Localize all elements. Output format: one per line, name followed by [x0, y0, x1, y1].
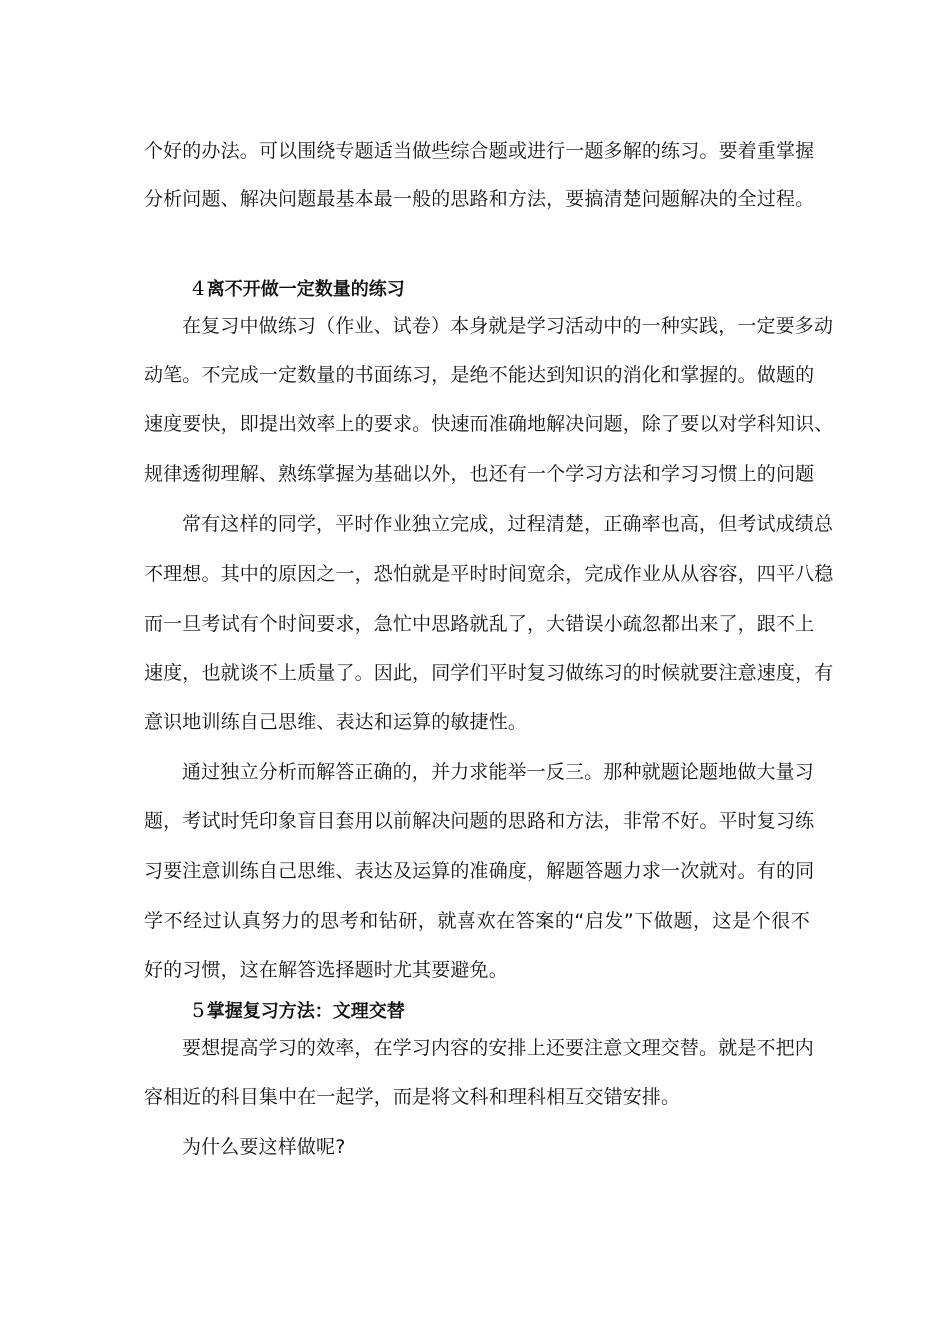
paragraph-line: 习要注意训练自己思维、表达及运算的准确度，解题答题力求一次就对。有的同 — [144, 860, 815, 882]
paragraph-line: 速度，也就谈不上质量了。因此，同学们平时复习做练习的时候就要注意速度，有 — [144, 662, 834, 684]
paragraph-line: 题，考试时凭印象盲目套用以前解决问题的思路和方法，非常不好。平时复习练 — [144, 810, 815, 832]
paragraph-line: 而一旦考试有个时间要求，急忙中思路就乱了，大错误小疏忽都出来了，跟不上 — [144, 613, 815, 635]
section-number: 4 — [192, 276, 205, 300]
section-heading-5 — [192, 997, 405, 1025]
paragraph-line: 不理想。其中的原因之一，恐怕就是平时时间宽余，完成作业从从容容，四平八稳 — [144, 563, 834, 585]
paragraph-line: 容相近的科目集中在一起学，而是将文科和理科相互交错安排。 — [144, 1086, 681, 1108]
paragraph-line: 学不经过认真努力的思考和钻研，就喜欢在答案的“启发”下做题，这是个很不 — [144, 910, 810, 932]
paragraph-line: 好的习惯，这在解答选择题时尤其要避免。 — [144, 959, 508, 981]
section-title: 离不开做一定数量的练习 — [206, 279, 405, 300]
section-title: 掌握复习方法：文理交替 — [206, 1001, 405, 1022]
paragraph-line: 在复习中做练习（作业、试卷）本身就是学习活动中的一种实践，一定要多动 — [182, 315, 834, 337]
paragraph-line: 规律透彻理解、熟练掌握为基础以外，也还有一个学习方法和学习习惯上的问题 — [144, 463, 815, 485]
paragraph-line: 分析问题、解决问题最基本最一般的思路和方法，要搞清楚问题解决的全过程。 — [144, 188, 815, 210]
paragraph-line: 为什么要这样做呢? — [182, 1136, 346, 1158]
paragraph-line: 动笔。不完成一定数量的书面练习，是绝不能达到知识的消化和掌握的。做题的 — [144, 364, 815, 386]
section-number: 5 — [192, 998, 205, 1022]
paragraph-line: 个好的办法。可以围绕专题适当做些综合题或进行一题多解的练习。要着重掌握 — [144, 140, 815, 162]
paragraph-line: 常有这样的同学，平时作业独立完成，过程清楚，正确率也高，但考试成绩总 — [182, 513, 834, 535]
paragraph-line: 要想提高学习的效率，在学习内容的安排上还要注意文理交替。就是不把内 — [182, 1037, 814, 1059]
paragraph-line: 速度要快，即提出效率上的要求。快速而准确地解决问题，除了要以对学科知识、 — [144, 413, 834, 435]
paragraph-line: 意识地训练自己思维、表达和运算的敏捷性。 — [144, 711, 528, 733]
section-heading-4 — [192, 275, 405, 303]
paragraph-line: 通过独立分析而解答正确的，并力求能举一反三。那种就题论题地做大量习 — [182, 761, 814, 783]
